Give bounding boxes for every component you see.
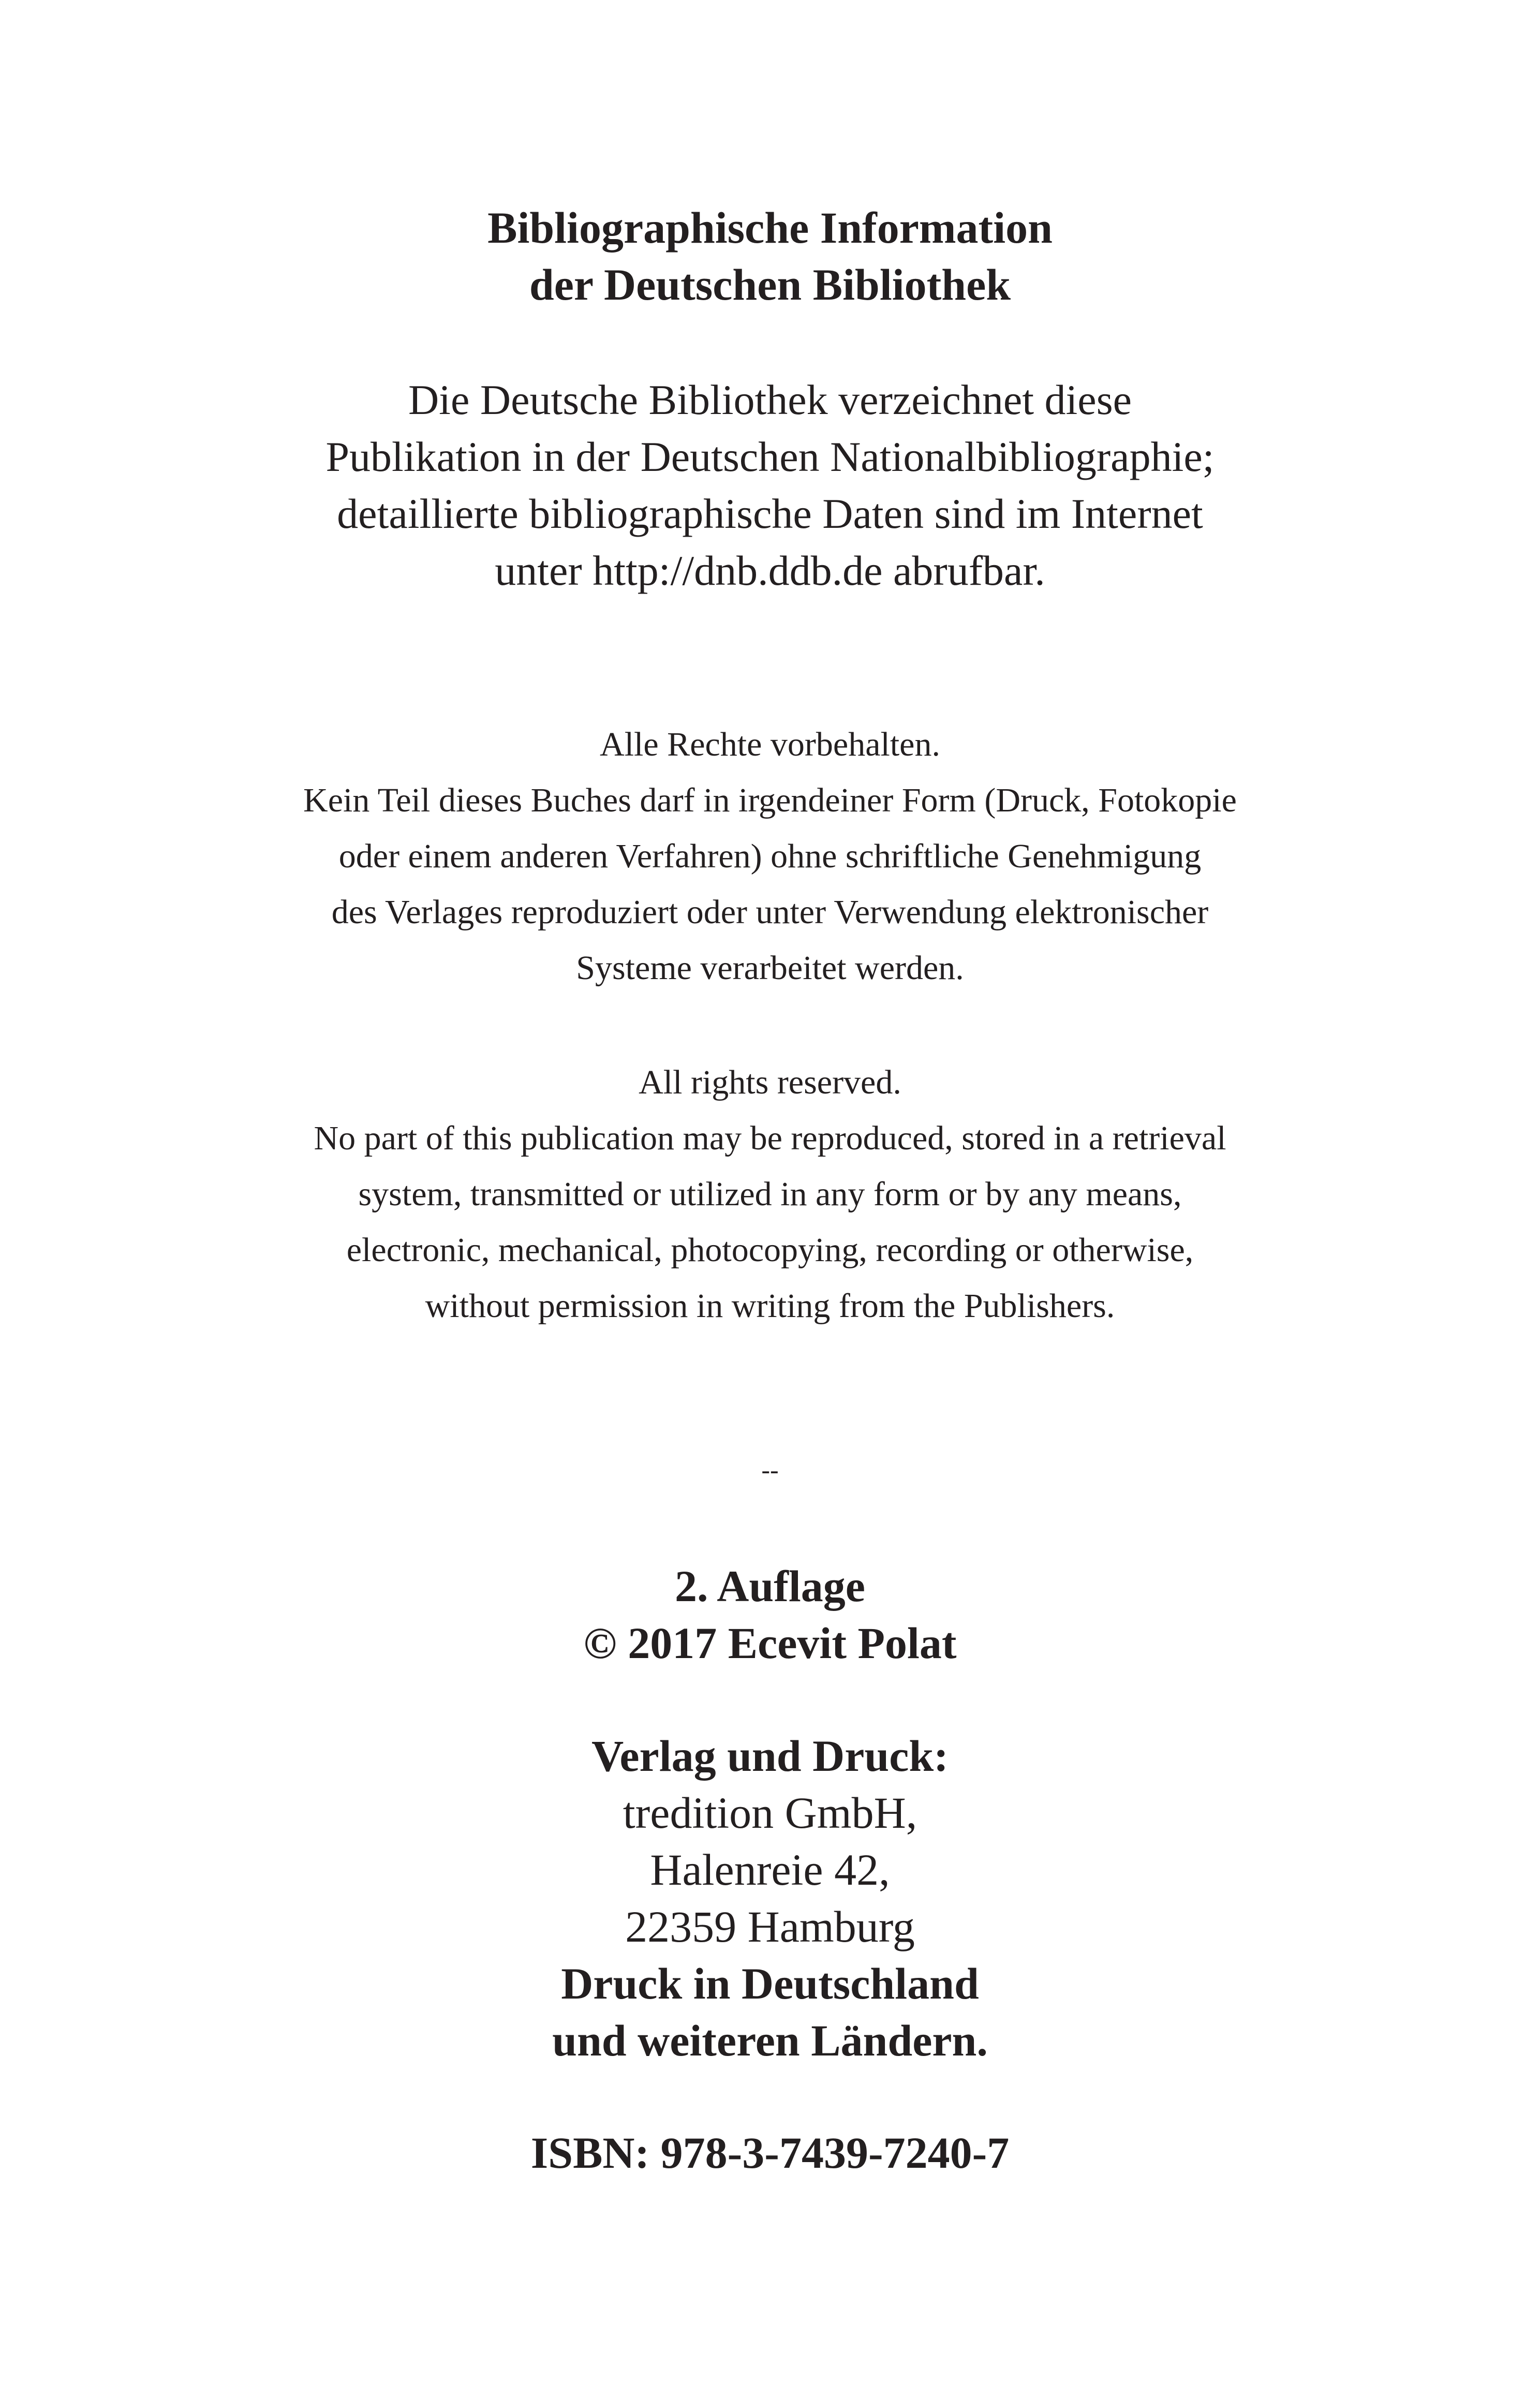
heading-line-1: Bibliographische Information xyxy=(487,203,1053,253)
publisher-street: Halenreie 42, xyxy=(650,1845,890,1895)
edition-info xyxy=(0,1558,1540,1672)
print-location-line-2: und weiteren Ländern. xyxy=(552,2016,988,2065)
rights-de-line: oder einem anderen Verfahren) ohne schriftliche Genehmigung xyxy=(338,837,1202,875)
heading-line-2: der Deutschen Bibliothek xyxy=(529,260,1011,309)
publisher-info xyxy=(0,1727,1540,2069)
rights-de-line: des Verlages reproduziert oder unter Verwendung elektronischer xyxy=(331,893,1209,931)
print-location-line-1: Druck in Deutschland xyxy=(561,1959,979,2008)
rights-de-line: Alle Rechte vorbehalten. xyxy=(600,726,940,763)
bibliographic-heading xyxy=(0,199,1540,313)
rights-en-line: electronic, mechanical, photocopying, recording or otherwise, xyxy=(346,1231,1194,1269)
publisher-city: 22359 Hamburg xyxy=(625,1902,915,1951)
dnb-notice xyxy=(0,372,1540,599)
rights-en-line: without permission in writing from the Publishers. xyxy=(425,1287,1115,1325)
section-separator: -- xyxy=(761,1455,779,1484)
notice-line: Publikation in der Deutschen Nationalbibliographie; xyxy=(325,433,1215,480)
rights-en-line: All rights reserved. xyxy=(639,1063,901,1101)
rights-german xyxy=(0,717,1540,996)
rights-english xyxy=(0,1055,1540,1334)
notice-line: unter http://dnb.ddb.de abrufbar. xyxy=(495,547,1045,594)
rights-en-line: system, transmitted or utilized in any form or by any means, xyxy=(358,1175,1182,1213)
rights-de-line: Kein Teil dieses Buches darf in irgendeiner Form (Druck, Fotokopie xyxy=(303,781,1237,819)
notice-line: detaillierte bibliographische Daten sind im Internet xyxy=(337,490,1203,537)
publisher-label: Verlag und Druck: xyxy=(591,1731,949,1781)
rights-de-line: Systeme verarbeitet werden. xyxy=(576,949,964,987)
isbn: ISBN: 978-3-7439-7240-7 xyxy=(530,2128,1010,2178)
edition-number: 2. Auflage xyxy=(675,1561,865,1611)
publisher-name: tredition GmbH, xyxy=(623,1788,917,1838)
rights-en-line: No part of this publication may be reproduced, stored in a retrieval xyxy=(314,1119,1226,1157)
copyright-line: © 2017 Ecevit Polat xyxy=(583,1618,957,1668)
notice-line: Die Deutsche Bibliothek verzeichnet diese xyxy=(408,376,1132,423)
